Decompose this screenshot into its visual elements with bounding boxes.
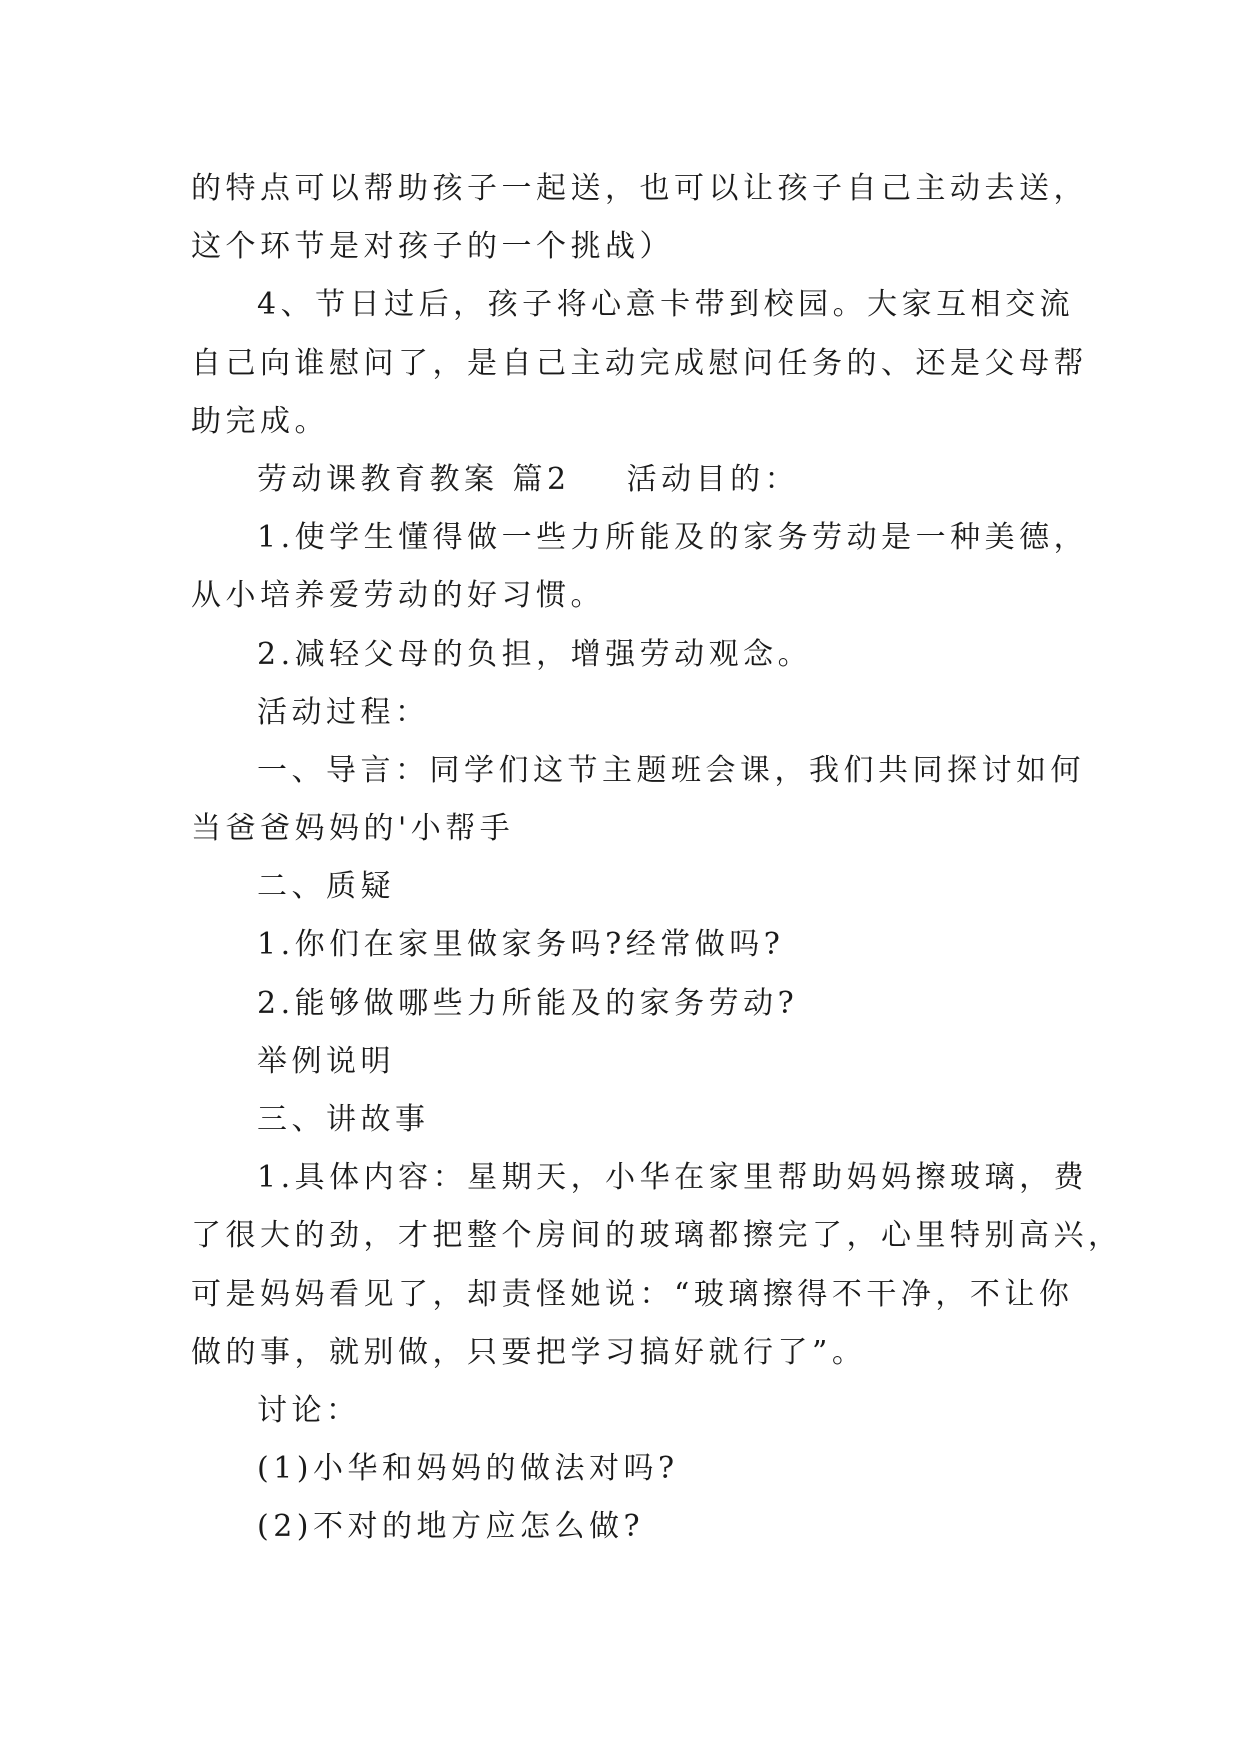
paragraph-line: 二、质疑 (257, 869, 395, 905)
paragraph-line: 这个环节是对孩子的一个挑战） (191, 229, 674, 265)
paragraph-line: 可是妈妈看见了，却责怪她说：“玻璃擦得不干净，不让你 (191, 1276, 1074, 1312)
paragraph-line: (1)小华和妈妈的做法对吗? (257, 1451, 679, 1487)
section-title: 劳动课教育教案 篇2 (257, 461, 571, 497)
paragraph-line: 了很大的劲，才把整个房间的玻璃都擦完了，心里特别高兴， (191, 1218, 1123, 1254)
section-heading-line (191, 451, 1051, 509)
paragraph-line: 举例说明 (257, 1043, 395, 1079)
paragraph-line: 自己向谁慰问了，是自己主动完成慰问任务的、还是父母帮 (191, 345, 1088, 381)
paragraph-line: 活动过程： (257, 694, 430, 730)
paragraph-line: 一、导言：同学们这节主题班会课，我们共同探讨如何 (257, 752, 1085, 788)
paragraph-line: 2.能够做哪些力所能及的家务劳动? (257, 985, 799, 1021)
paragraph-line: 三、讲故事 (257, 1102, 430, 1137)
paragraph-line: 4、节日过后，孩子将心意卡带到校园。大家互相交流 (257, 287, 1075, 323)
paragraph-line: 做的事，就别做，只要把学习搞好就行了”。 (191, 1334, 867, 1370)
paragraph-line: 讨论： (257, 1392, 361, 1428)
paragraph-line: 1.使学生懂得做一些力所能及的家务劳动是一种美德， (257, 520, 1089, 556)
document-body (191, 160, 1123, 1557)
paragraph-line: 当爸爸妈妈的'小帮手 (191, 811, 515, 847)
paragraph-line: 助完成。 (191, 403, 329, 439)
paragraph-line: 从小培养爱劳动的好习惯。 (191, 578, 605, 614)
paragraph-line: 的特点可以帮助孩子一起送，也可以让孩子自己主动去送， (191, 171, 1088, 206)
paragraph-line: 1.你们在家里做家务吗?经常做吗? (257, 927, 785, 963)
paragraph-line: (2)不对的地方应怎么做? (257, 1509, 645, 1545)
paragraph-line: 1.具体内容：星期天，小华在家里帮助妈妈擦玻璃，费 (257, 1160, 1089, 1196)
section-subtitle: 活动目的： (626, 461, 800, 497)
paragraph-line: 2.减轻父母的负担，增强劳动观念。 (257, 636, 813, 672)
